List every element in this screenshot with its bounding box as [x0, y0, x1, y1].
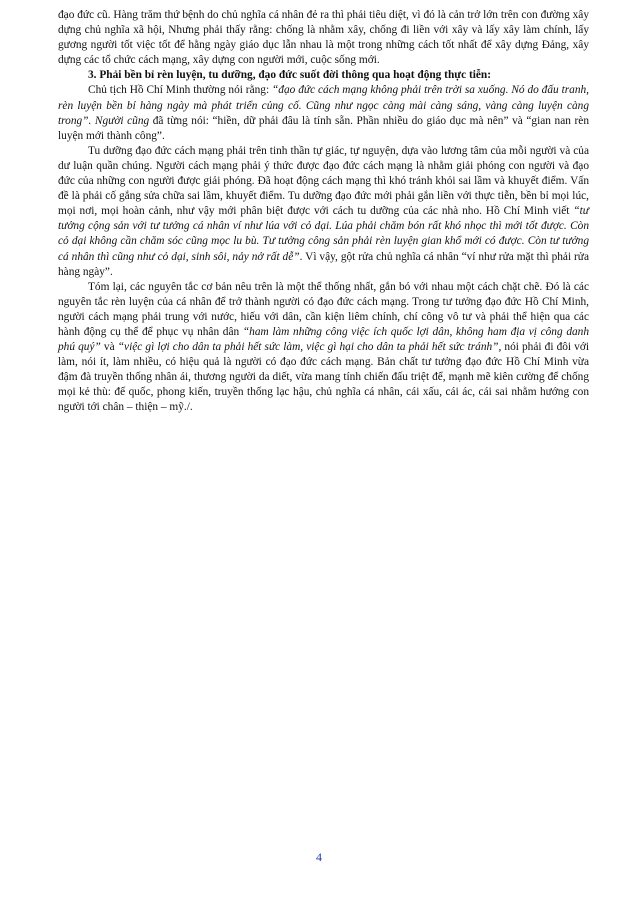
- quote-run: “đạo đức cách mạng không phải trên trời sa xuống. Nó do đấu tranh, rèn luyện bền bỉ hàng ngày mà phát triển củng cố. Cũng như ngọc càng mài càng sáng, vàng càng luyện càng trong”. Người cũng: [58, 84, 589, 127]
- text-run: Chủ tịch Hồ Chí Minh thường nói rằng:: [88, 84, 272, 97]
- text-run: Tu dưỡng đạo đức cách mạng phải trên tinh thần tự giác, tự nguyện, dựa vào lương tâm của mỗi người và của dư luận quần chúng. Người cách mạng phải ý thức được đạo đức cách mạng là nhằm giải phóng con người và đạo đức của những con người được giải phóng. Đã hoạt động cách mạng thì khó tránh khỏi sai lầm và khuyết điểm. Vấn đề là phải cố gắng sửa chữa sai lầm, khuyết điểm. Tu dưỡng đạo đức mới phải gắn liền với thực tiễn, bền bỉ mọi lúc, mọi nơi, mọi hoàn cảnh, như vậy mới phân biệt được với cách tu dưỡng của các nhà nho. Hồ Chí Minh viết: [58, 144, 589, 218]
- text-run: . Vì vậy, gột rửa chủ nghĩa cá nhân “ví như rửa mặt thì phải rửa hàng ngày”.: [58, 250, 589, 278]
- text-run: và: [100, 341, 118, 354]
- quote-run: “ham làm những công việc ích quốc lợi dân, không ham địa vị công danh phú quý”: [58, 325, 590, 354]
- page-number: 4: [316, 850, 322, 864]
- paragraph-summary: [58, 280, 589, 416]
- paragraph-quote-cultivation: [58, 83, 589, 143]
- paragraph-self-cultivation: [58, 144, 589, 280]
- paragraph-continuation: đạo đức cũ. Hàng trăm thứ bệnh do chủ nghĩa cá nhân đẻ ra thì phải tiêu diệt, vì đó là cản trở lớn trên con đường xây dựng chủ nghĩa xã hội, Nhưng phải thấy rằng: chống là nhằm xây, chống đi liền với xây và lấy xây làm chính, lấy gương người tốt việc tốt để hằng ngày giáo dục lẫn nhau là một trong những cách tốt nhất để xây dựng Đảng, xây dựng các tổ chức cách mạng, xây dựng con người mới, cuộc sống mới.: [58, 9, 589, 67]
- text-run: đã từng nói: “hiền, dữ phải đâu là tính sẵn. Phần nhiều do giáo dục mà nên” và “gian nan rèn luyện mới thành công”.: [58, 114, 589, 142]
- document-body: [58, 8, 589, 416]
- section-heading: 3. Phải bền bỉ rèn luyện, tu dưỡng, đạo đức suốt đời thông qua hoạt động thực tiễn:: [88, 69, 492, 82]
- quote-run: “tư tưởng cộng sản với tư tưởng cá nhân ví như lúa với cỏ dại. Lúa phải chăm bón rất khó nhọc thì mới tốt được. Còn cỏ dại không cần chăm sóc cũng mọc lu bù. Tư tưởng công sản phải rèn luyện gian khổ mới có được. Còn tư tưởng cá nhân thì cũng như cỏ dại, sinh sôi, nảy nở rất dễ”: [58, 205, 589, 263]
- quote-run: “việc gì lợi cho dân ta phải hết sức làm, việc gì hại cho dân ta phải hết sức tránh”,: [117, 341, 502, 354]
- text-run: nói phải đi đôi với làm, nói ít, làm nhiều, có hiệu quả là người có đạo đức cách mạng. Bản chất tư tưởng đạo đức Hồ Chí Minh vừa đậm đà truyền thống nhân ái, thương người da diết, vừa mang tính chiến đấu triệt để, mạnh mẽ kiên cường để chống mọi kẻ thù: đế quốc, phong kiến, truyền thống lạc hậu, chủ nghĩa cá nhân, cái xấu, cái ác, cái sai nhằm hướng con người tới chân – thiện – mỹ./.: [58, 341, 589, 414]
- text-run: Tóm lại, các nguyên tắc cơ bản nêu trên là một thể thống nhất, gắn bó với nhau một cách chặt chẽ. Đó là các nguyên tắc rèn luyện của cá nhân để trở thành người có đạo đức cách mạng. Trong tư tưởng đạo đức Hồ Chí Minh, người cách mạng phải trung với nước, hiếu với dân, cần kiện liêm chính, chí công vô tư và phải thể hiện qua các hành động cụ thể để phục vụ nhân dân: [58, 280, 589, 338]
